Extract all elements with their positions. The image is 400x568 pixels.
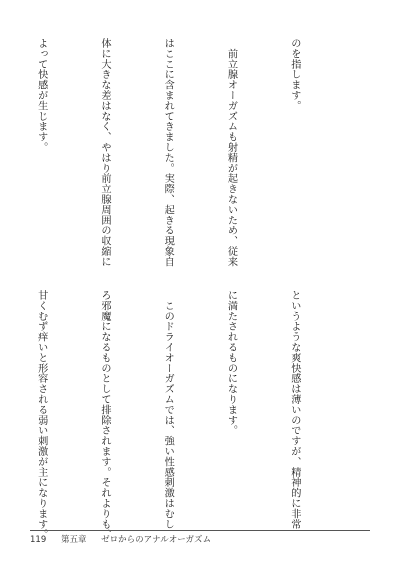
text-line: このドライオーガズムでは、強い性感刺激はむし [162, 290, 174, 530]
text-line: はここに含まれてきました。実際、起きる現象自 [162, 38, 174, 267]
text-line: 甘くむず痒いと形容される弱い刺激が主になります。 [35, 290, 47, 540]
footer-rule [30, 530, 370, 531]
upper-text-block [35, 38, 347, 283]
page-number: 119 [30, 535, 47, 545]
chapter-label: 第五章 [60, 535, 87, 545]
text-line: というような爽快感は薄いのですが、精神的に非常 [288, 290, 300, 530]
text-line: 体に大きな差はなく、やはり前立腺周囲の収縮に [98, 38, 110, 267]
page-footer [30, 534, 223, 546]
text-line: 前立腺オーガズムも射精が起きないため、従来 [225, 38, 237, 267]
text-line: ろ邪魔になるものとして排除されます。それよりも、 [98, 290, 110, 540]
chapter-title: ゼロからのアナルオーガズム [101, 535, 212, 545]
text-line: よって快感が生じます。 [35, 38, 47, 153]
text-line: のを指します。 [288, 38, 300, 111]
text-line: に満たされるものになります。 [225, 290, 237, 436]
